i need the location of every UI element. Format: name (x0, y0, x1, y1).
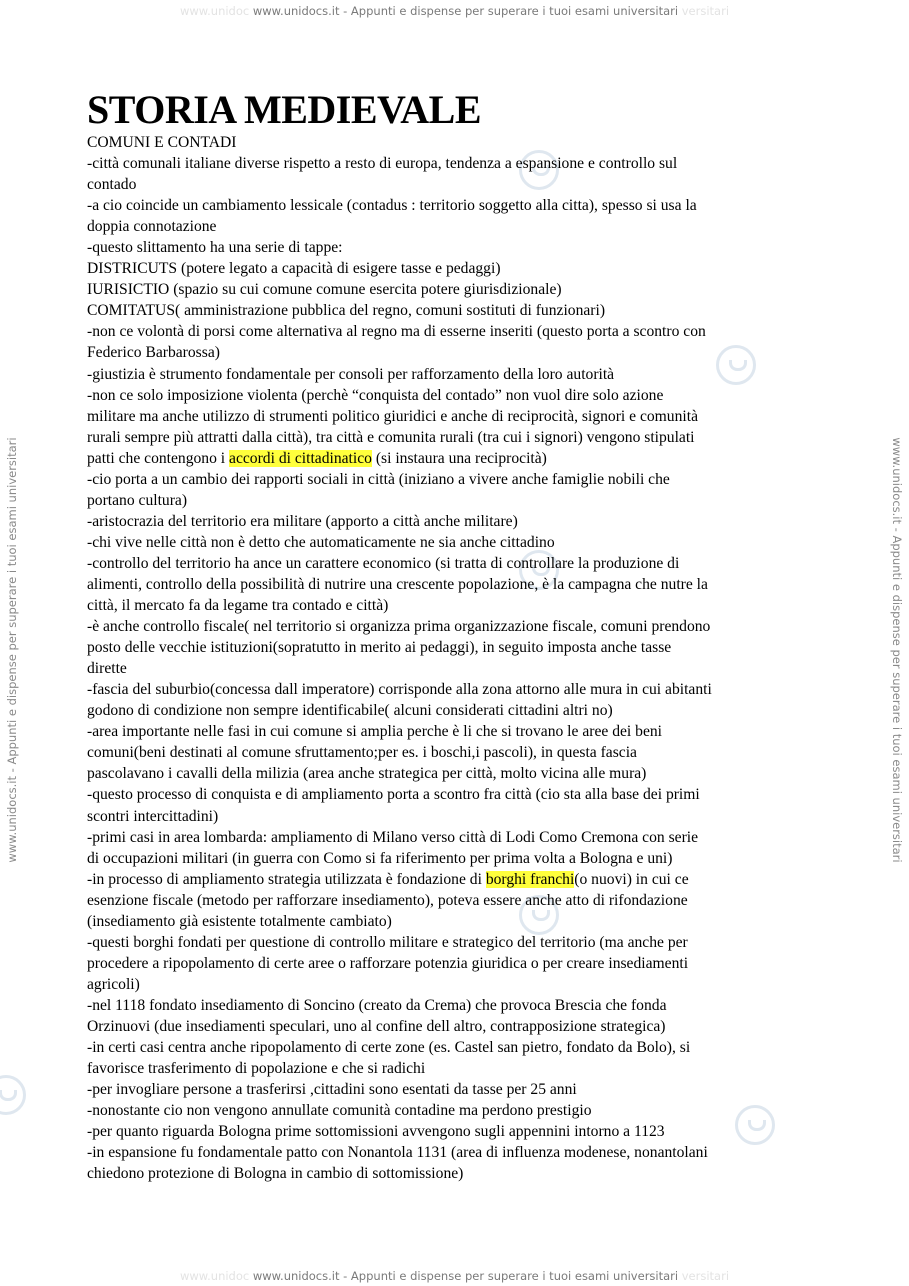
text-line: (insediamento già esistente totalmente cambiato) (87, 912, 392, 930)
text-line: -è anche controllo fiscale( nel territorio si organizza prima organizzazione fiscale, comuni prendono (87, 618, 711, 636)
watermark-bottom (0, 1269, 909, 1283)
text-segment: patti che contengono i (87, 449, 230, 467)
watermark-text: www.unidocs.it - Appunti e dispense per superare i tuoi esami universitari (252, 4, 679, 18)
text-line: -aristocrazia del territorio era militare (apporto a città anche militare) (87, 512, 518, 530)
text-line: contado (87, 176, 137, 194)
text-line: IURISICTIO (spazio su cui comune comune esercita potere giurisdizionale) (87, 281, 562, 299)
watermark-logo-icon (0, 1075, 26, 1115)
text-line: -per quanto riguarda Bologna prime sottomissioni avvengono sugli appennini intorno a 1123 (87, 1123, 665, 1141)
text-line: esenzione fiscale (metodo per rafforzare insediamento), poteva essere anche atto di rifondazione (87, 891, 688, 909)
text-line: -nel 1118 fondato insediamento di Soncino (creato da Crema) che provoca Brescia che fonda (87, 996, 667, 1014)
watermark-ghost-left: www.unidoc (179, 1269, 250, 1283)
watermark-ghost-left: www.unidoc (179, 4, 250, 18)
text-line: DISTRICUTS (potere legato a capacità di esigere tasse e pedaggi) (87, 260, 501, 278)
text-line: agricoli) (87, 975, 140, 993)
text-line: rurali sempre più attratti dalla città), tra città e comunita rurali (tra cui i signori) vengono stipulati (87, 428, 695, 446)
text-line (87, 448, 827, 469)
text-line: -chi vive nelle città non è detto che automaticamente ne sia anche cittadino (87, 533, 555, 551)
text-line: -a cio coincide un cambiamento lessicale (contadus : territorio soggetto alla citta), spesso si usa la (87, 197, 697, 215)
text-line: doppia connotazione (87, 218, 217, 236)
text-line: -questi borghi fondati per questione di controllo militare e strategico del territorio (ma anche per (87, 933, 688, 951)
document-title: STORIA MEDIEVALE (87, 87, 481, 132)
watermark-ghost-right: versitari (681, 4, 730, 18)
text-segment: -in processo di ampliamento strategia utilizzata è fondazione di (87, 870, 486, 888)
text-line: chiedono protezione di Bologna in cambio di sottomissione) (87, 1165, 464, 1183)
text-segment: (o nuovi) in cui ce (574, 870, 689, 888)
text-line: città, il mercato fa da legame tra contado e città) (87, 597, 389, 615)
text-line: procedere a ripopolamento di certe aree o rafforzare potenzia giuridica o per creare insediamenti (87, 954, 689, 972)
document-lines (87, 132, 827, 1184)
text-line: godono di condizione non sempre identificabile( alcuni considerati cittadini altri no) (87, 702, 613, 720)
text-line: Orzinuovi (due insediamenti speculari, uno al confine dell altro, contrapposizione strategica) (87, 1017, 666, 1035)
text-line: portano cultura) (87, 491, 188, 509)
text-line: Federico Barbarossa) (87, 344, 220, 362)
watermark-text: www.unidocs.it - Appunti e dispense per superare i tuoi esami universitari (252, 1269, 679, 1283)
text-line: -per invogliare persone a trasferirsi ,cittadini sono esentati da tasse per 25 anni (87, 1081, 577, 1099)
highlighted-term: accordi di cittadinatico (229, 449, 372, 467)
text-line: -non ce solo imposizione violenta (perchè “conquista del contado” non vuol dire solo azione (87, 386, 664, 404)
watermark-left: www.unidocs.it - Appunti e dispense per superare i tuoi esami universitari (5, 437, 19, 863)
text-line: di occupazioni militari (in guerra con Como si fa riferimento per prima volta a Bologna e uni) (87, 849, 673, 867)
watermark-ghost-right: versitari (681, 1269, 730, 1283)
highlighted-term: borghi franchi (485, 870, 575, 888)
document-body (87, 88, 827, 1184)
text-line: pascolavano i cavalli della milizia (area anche strategica per città, molto vicina alle mura) (87, 765, 647, 783)
text-line: COMITATUS( amministrazione pubblica del regno, comuni sostituti di funzionari) (87, 302, 606, 320)
text-line (87, 869, 827, 890)
text-line: militare ma anche utilizzo di strumenti politico giuridici e anche di reciprocità, signori e comunità (87, 407, 698, 425)
text-line: comuni(beni destinati al comune sfruttamento;per es. i boschi,i pascoli), in questa fascia (87, 744, 637, 762)
text-segment: (si instaura una reciprocità) (371, 449, 547, 467)
text-line: -questo slittamento ha una serie di tappe: (87, 239, 343, 257)
text-line: favorisce trasferimento di popolazione e che si radichi (87, 1060, 426, 1078)
text-line: -questo processo di conquista e di ampliamento porta a scontro fra città (cio sta alla base dei primi (87, 786, 700, 804)
text-line: dirette (87, 660, 127, 678)
watermark-right: www.unidocs.it - Appunti e dispense per superare i tuoi esami universitari (890, 437, 904, 863)
text-line: posto delle vecchie istituzioni(sopratutto in merito ai pedaggi), in seguito imposta anche tasse (87, 639, 672, 657)
text-line: alimenti, controllo della possibilità di nutrire una crescente popolazione, è la campagna che nutre la (87, 575, 708, 593)
text-line: -area importante nelle fasi in cui comune si amplia perche è li che si trovano le aree dei beni (87, 723, 662, 741)
section-heading: COMUNI E CONTADI (87, 134, 237, 151)
text-line: -fascia del suburbio(concessa dall imperatore) corrisponde alla zona attorno alle mura in cui abitanti (87, 681, 712, 699)
text-line: -cio porta a un cambio dei rapporti sociali in città (iniziano a vivere anche famiglie nobili che (87, 470, 670, 488)
text-line: -città comunali italiane diverse rispetto a resto di europa, tendenza a espansione e controllo sul (87, 155, 678, 173)
text-line: -in certi casi centra anche ripopolamento di certe zone (es. Castel san pietro, fondato da Bolo), si (87, 1039, 691, 1057)
text-line: -giustizia è strumento fondamentale per consoli per rafforzamento della loro autorità (87, 365, 615, 383)
text-line: -in espansione fu fondamentale patto con Nonantola 1131 (area di influenza modenese, nonantolani (87, 1144, 708, 1162)
text-line: scontri intercittadini) (87, 807, 219, 825)
text-line: -controllo del territorio ha ance un carattere economico (si tratta di controllare la produzione di (87, 554, 680, 572)
text-line: -nonostante cio non vengono annullate comunità contadine ma perdono prestigio (87, 1102, 592, 1120)
text-line: -non ce volontà di porsi come alternativa al regno ma di esserne inseriti (questo porta a scontro con (87, 323, 706, 341)
watermark-top (0, 4, 909, 18)
text-line: -primi casi in area lombarda: ampliamento di Milano verso città di Lodi Como Cremona con serie (87, 828, 699, 846)
